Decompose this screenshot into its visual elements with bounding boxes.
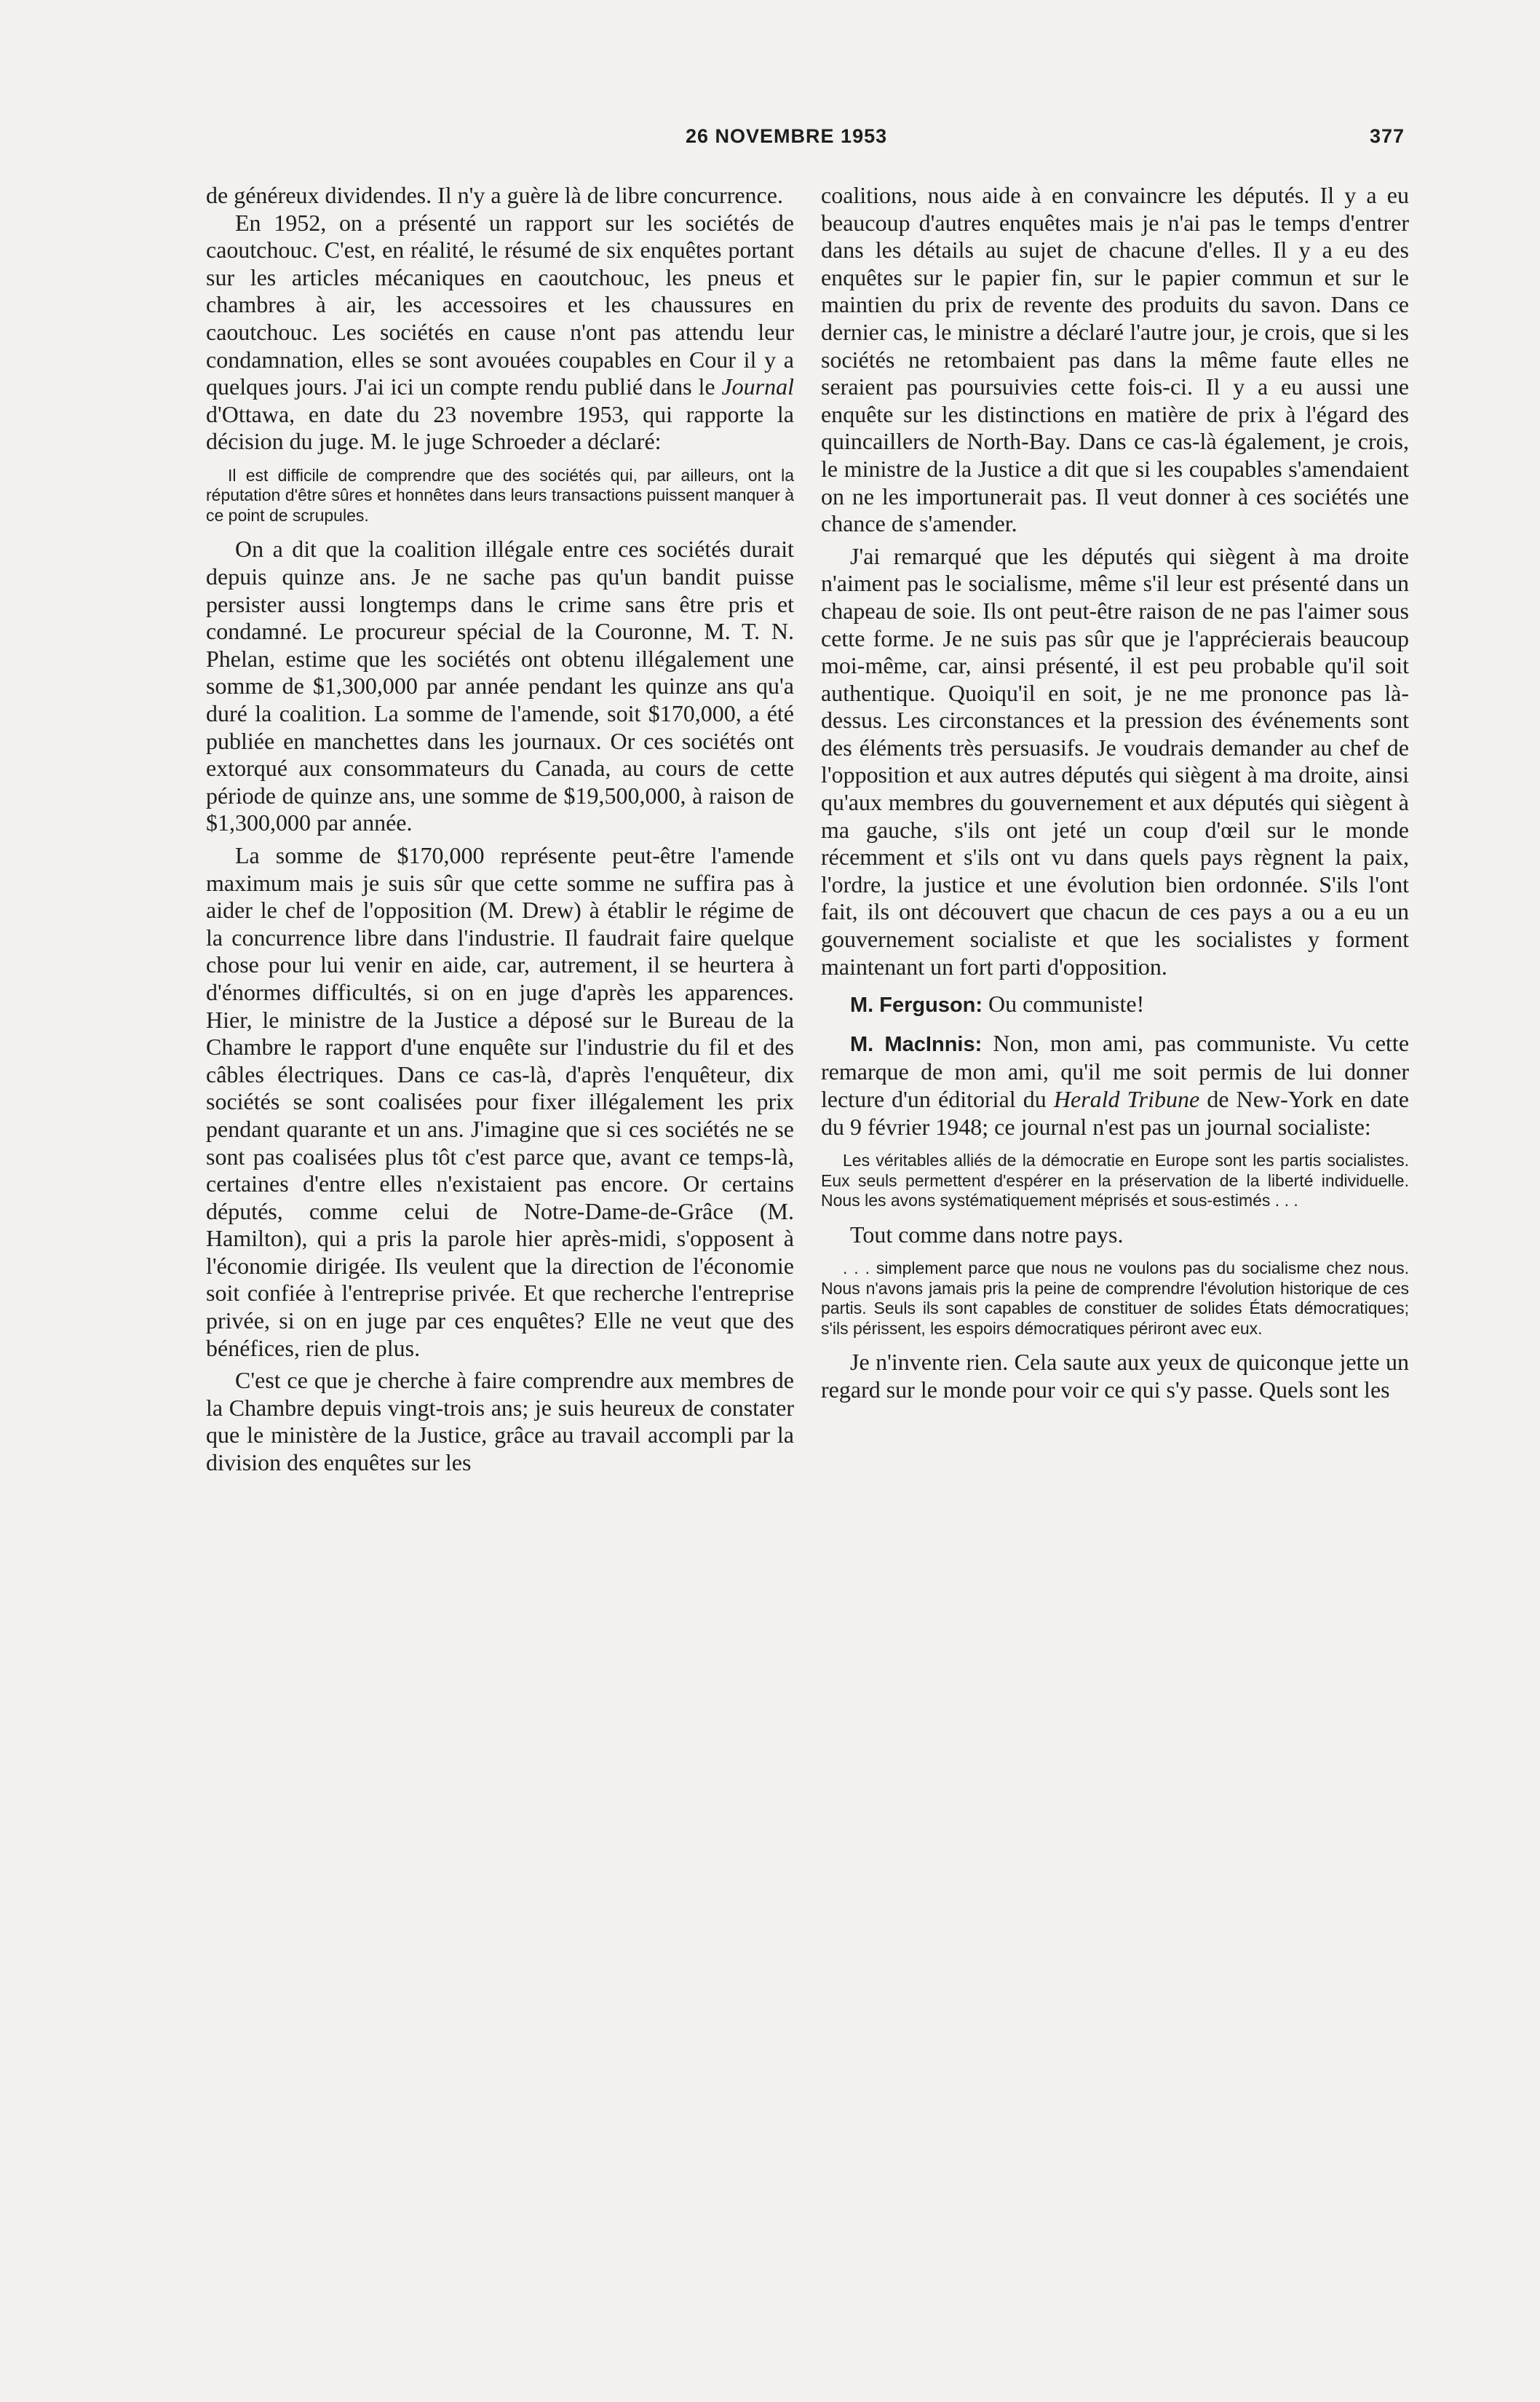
newspaper-title: Herald Tribune bbox=[1053, 1086, 1200, 1112]
paragraph: On a dit que la coalition illégale entre ces sociétés durait depuis quinze ans. Je ne sache pas qu'un bandit puisse persister aussi longtemps dans le crime sans être pris et condamné. Le procureur spécial de la Couronne, M. T. N. Phelan, estime que les sociétés ont obtenu illégalement une somme de $1,300,000 par année pendant les quinze ans qu'a duré la coalition. La somme de l'amende, soit $170,000, a été publiée en manchettes dans les journaux. Or ces sociétés ont extorqué aux consommateurs du Canada, au cours de cette période de quinze ans, une somme de $19,500,000, à raison de $1,300,000 par année. bbox=[206, 536, 794, 836]
paragraph: En 1952, on a présenté un rapport sur les sociétés de caoutchouc. C'est, en réalité, le résumé de six enquêtes portant sur les articles mécaniques en caoutchouc, les pneus et chambres à air, les accessoires et les chaussures en caoutchouc. Les sociétés en cause n'ont pas attendu leur condamnation, elles se sont avouées coupables en Cour il y a quelques jours. J'ai ici un compte rendu publié dans le Journal d'Ottawa, en date du 23 novembre 1953, qui rapporte la décision du juge. M. le juge Schroeder a déclaré: bbox=[206, 209, 795, 455]
journal-title: Journal bbox=[721, 373, 795, 400]
block-quote: Il est difficile de comprendre que des sociétés qui, par ailleurs, ont la réputation d'être sûres et honnêtes dans leurs transactions puissent manquer à ce point de scrupules. bbox=[206, 465, 794, 525]
paragraph: La somme de $170,000 représente peut-être l'amende maximum mais je suis sûr que cette somme ne suffira pas à aider le chef de l'opposition (M. Drew) à établir le régime de la concurrence libre dans l'industrie. Il faudrait faire quelque chose pour lui venir en aide, car, autrement, il se heurtera à d'énormes difficultés, si on en juge d'après les apparences. Hier, le ministre de la Justice a déposé sur le Bureau de la Chambre le rapport d'une enquête sur l'industrie du fil et des câbles électriques. Dans ce cas-là, d'après l'enquêteur, dix sociétés se sont coalisées pour fixer illégalement les prix pendant quarante et un ans. J'imagine que si ces sociétés ne se sont pas coalisées plus tôt c'est parce que, avant ce temps-là, certaines d'entre elles n'existaient pas encore. Or certains députés, comme celui de Notre-Dame-de-Grâce (M. Hamilton), qui a pris la parole hier après-midi, s'opposent à l'économie dirigée. Ils veulent que la direction de l'économie soit confiée à l'entreprise privée. Et que recherche l'entreprise privée, si on en juge par ces enquêtes? Elle ne veut que des bénéfices, rien de plus. bbox=[206, 841, 794, 1361]
page-number: 377 bbox=[1369, 125, 1405, 147]
speaker-name: M. Ferguson: bbox=[850, 994, 983, 1018]
paragraph: de généreux dividendes. Il n'y a guère là de libre concurrence. bbox=[206, 182, 783, 208]
speaker-name: M. MacInnis: bbox=[850, 1032, 983, 1056]
paragraph: Je n'invente rien. Cela saute aux yeux de quiconque jette un regard sur le monde pour voir ce qui s'y passe. Quels sont les bbox=[821, 1349, 1409, 1403]
paragraph: Tout comme dans notre pays. bbox=[850, 1221, 1124, 1248]
block-quote: Les véritables alliés de la démocratie en Europe sont les partis socialistes. Eux seuls permettent d'espérer en la préservation de la liberté individuelle. Nous les avons systématiquement méprisés et sous-estimés . . . bbox=[821, 1151, 1409, 1210]
page-header bbox=[0, 125, 1540, 157]
paragraph: coalitions, nous aide à en convaincre les députés. Il y a eu beaucoup d'autres enquêtes mais je n'ai pas le temps d'entrer dans les détails au sujet de chacune d'elles. Il y a eu des enquêtes sur le papier fin, sur le papier commun et sur le maintien du prix de revente des produits du savon. Dans ce dernier cas, le ministre a déclaré l'autre jour, je crois, que si les sociétés ne retombaient pas dans la même faute elles ne seraient pas poursuivies cette fois-ci. Il y a eu aussi une enquête sur les distinctions en matière de prix à l'égard des quincaillers de North-Bay. Dans ce cas-là également, je crois, le ministre de la Justice a dit que si les coupables s'amendaient on ne les importunerait pas. Il veut donner à ces sociétés une chance de s'amender. bbox=[821, 182, 1409, 537]
block-quote: . . . simplement parce que nous ne voulons pas du socialisme chez nous. Nous n'avons jamais pris la peine de comprendre l'évolution historique de ces partis. Seuls ils sont capables de constituer de solides États démocratiques; s'ils périssent, les espoirs démocratiques périront avec eux. bbox=[821, 1259, 1409, 1338]
right-column bbox=[821, 182, 1409, 1403]
speech: M. Ferguson: Ou communiste! bbox=[850, 991, 1145, 1018]
page-date: 26 NOVEMBRE 1953 bbox=[686, 125, 888, 147]
speech: M. MacInnis: Non, mon ami, pas communiste. Vu cette remarque de mon ami, qu'il me soit permis de lui donner lecture d'un éditorial du Herald Tribune de New-York en date du 9 février 1948; ce journal n'est pas un journal socialiste: bbox=[821, 1029, 1410, 1140]
paragraph: C'est ce que je cherche à faire comprendre aux membres de la Chambre depuis vingt-trois ans; je suis heureux de constater que le ministère de la Justice, grâce au travail accompli par la division des enquêtes sur les bbox=[206, 1367, 794, 1476]
left-column bbox=[206, 182, 794, 1477]
paragraph: J'ai remarqué que les députés qui siègent à ma droite n'aiment pas le socialisme, même s'il leur est présenté dans un chapeau de soie. Ils ont peut-être raison de ne pas l'aimer sous cette forme. Je ne suis pas sûr que je l'apprécierais beaucoup moi-même, car, ainsi présenté, il est peu probable qu'il soit authentique. Quoiqu'il en soit, je ne me prononce pas là-dessus. Les circonstances et la pression des événements sont des éléments très persuasifs. Je voudrais demander au chef de l'opposition et aux autres députés qui siègent à ma droite, ainsi qu'aux membres du gouvernement et aux députés qui siègent à ma gauche, s'ils ont jeté un coup d'œil sur le monde récemment et s'ils ont vu dans quels pays règnent la paix, l'ordre, la justice et une évolution bien ordonnée. S'ils l'ont fait, ils ont découvert que chacun de ces pays a ou a eu un gouvernement socialiste et que les socialistes y forment maintenant un fort parti d'opposition. bbox=[821, 542, 1409, 980]
